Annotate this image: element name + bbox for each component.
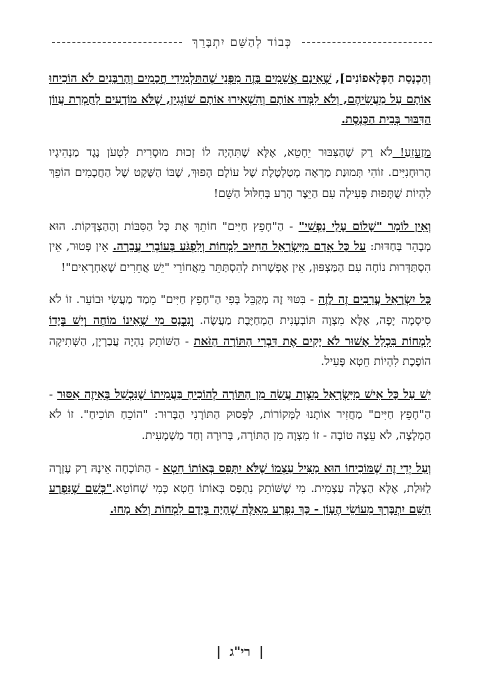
- text-run-bold-underline: עַל כָּל אָדָם מִיִּשְׂרָאֵל הַחִיּוּב לִמְחוֹת וְלִפְגֹּעַ בְּעוֹבְרֵי עֲבֵרָה.: [112, 239, 366, 254]
- text-run: - בִּטּוּי זֶה מְקַבֵּל בְּפִי הַ"חָפֵץ חַיִּים" מֵמַד מַעֲשִׂי וּבוֹעֵר. זוֹ לֹא סִיסְמָה יָפָה, אֶלָּא מִצְוָה תּוֹבְעָנִית הַמְחַיֶּבֶת מַעֲשֶׂה.: [49, 292, 431, 327]
- page-number: רי"ג: [229, 645, 251, 660]
- text-run-bold-underline: יֵשׁ עַל כָּל אִישׁ מִיִּשְׂרָאֵל מִצְוַת עֲשֵׂה מִן הַתּוֹרָה לְהוֹכִיחַ בַּעֲמִיתוֹ שֶׁנִּכְשַׁל בְּאֵיזֶה אִסּוּר: [57, 386, 432, 401]
- text-run: - הַשּׁוֹתֵק נִהְיֶה עֲבַרְיָן, הַשְּׁתִיקָה הוֹפֶכֶת לִהְיוֹת חֵטְא פָּעִיל.: [49, 333, 431, 369]
- text-run: אֵין פְּטוּר, אֵין הִסְתַּדְּרוּת נוֹחָה עִם הַמַּצְפּוּן, אֵין אֶפְשָׁרוּת לְהִסְתַּתֵּר מֵאֲחוֹרֵי "יֵשׁ אֲחֵרִים שֶׁאַחְרָאִים"!: [49, 239, 431, 274]
- header-title: כְּבוֹד לְהַשֵּׁם יִתְבָּרֵךְ: [192, 34, 292, 49]
- header-rule-left: [52, 42, 182, 43]
- text-run: לֹא רַק שֶׁהַצִּבּוּר יֵחָטֵא, אֶלָּא שֶׁתִּהְיֶה לוֹ זְכוּת מוּסָרִית לִטְעֹן נֶגֶד מַנְהִיגָיו הָרוּחָנִיִּים. זוֹהִי תְּמוּנַת מַרְאָה מְטַלְטֶלֶת שֶׁל עוֹלָם הָפוּךְ, שֶׁבּוֹ הַשֶּׁקֶט שֶׁל הַחֲכָמִים הוֹפֵךְ לִהְיוֹת שֻׁתָּפוּת פְּעִילָה עִם הַיֵּצֶר הָרַע בְּחִלּוּל הַשֵּׁם!: [49, 144, 431, 200]
- running-header: [52, 32, 432, 52]
- paragraph: [49, 289, 431, 371]
- paragraph: [49, 68, 431, 130]
- text-run-bold-underline: "כְּשֵׁם שֶׁנִּפְרָע הַשֵּׁם יִתְבָּרַךְ מֵעוֹשֵׂי הֶעָוֹן - כָּךְ נִפְרָע מֵאֵלֶּה שֶׁהָיָה בְּיָדָם לִמְחוֹת וְלֹא מָחוּ.: [49, 481, 431, 516]
- paragraph: [49, 216, 431, 278]
- page-body: [49, 68, 431, 531]
- text-run-bold-underline: וְנִכְנַס מִי שֶׁאֵינוֹ מוֹחֶה וְיֵשׁ בְּיָדוֹ לִמְחוֹת בִּכְלַל אָשׁוּר לֹא יָקִים אֶת דִּבְרֵי הַתּוֹרָה הַזֹּאת: [49, 312, 432, 348]
- text-run-bold-underline: שֶׁאֵינָם אֲשֵׁמִים בָּזֶה מִפְּנֵי שֶׁהַתַּלְמִידֵי חֲכָמִים וְהָרַבָּנִים לֹא הוֹכִיחוּ אוֹתָם עַל מַעֲשֵׂיהֶם, וְלֹא לִמְּדוּ אוֹתָם וְהִשְׁאִירוּ אוֹתָם שׁוֹגְגִין, שֶׁלֹּא מוֹדָעִים לַחֻמְרַת עֲווֹן הַדִּבּוּר בְּבֵית הַכְּנֶסֶת.: [49, 71, 431, 127]
- footer-bar-left: |: [258, 645, 264, 660]
- page-footer: [0, 644, 480, 660]
- text-run-underline: מְזַעְזֵעַ!: [392, 144, 431, 159]
- text-run: - הַ"חָפֵץ חַיִּים" חוֹתֵךְ אֶת כָּל הַסִּבּוֹת וְהַהַצְדָּקוֹת. הוּא מְבָהֵר בְּחַדּוּת:: [49, 218, 431, 254]
- paragraph: [49, 384, 431, 446]
- footer-bar-right: |: [216, 645, 222, 660]
- text-run-bold: וְהַכְנָסַת הַפְּלָאפוֹנִים],: [331, 71, 431, 85]
- paragraph: [49, 142, 431, 204]
- text-run: - הַ"חָפֵץ חַיִּים" מַחֲזִיר אוֹתָנוּ לַמְּקוֹרוֹת, לַפָּסוּק הַתּוֹרָנִי הַבָּרוּר: "הוֹכֵחַ תּוֹכִיחַ". זוֹ לֹא הַמְלָצָה, לֹא עֵצָה טוֹבָה - זוֹ מִצְוָה מִן הַתּוֹרָה, בְּרוּרָה וְחַד מַשְׁמָעִית.: [49, 386, 431, 442]
- text-run: - הַתּוֹכָחָה אֵינָהּ רַק עֶזְרָה לַזּוּלַת, אֶלָּא הַצָּלָה עַצְמִית. מִי שֶׁשּׁוֹתֵק נִתְפַּס בְּאוֹתוֹ חֵטְא כְּמִי שֶׁחוֹטֵא.: [49, 460, 431, 496]
- header-rule-right: [302, 42, 432, 43]
- text-run-bold-underline: וְעַל יְדֵי זֶה שֶׁמּוֹכִיחוֹ הוּא מַצִּיל עַצְמוֹ שֶׁלֹּא יִתָּפֵס בְּאוֹתוֹ חֵטְא: [162, 460, 431, 475]
- paragraph: [49, 458, 431, 520]
- text-run-bold-underline: כָּל יִשְׂרָאֵל עֲרֵבִים זֶה לָזֶה: [318, 292, 432, 307]
- text-run-bold-underline: וְאֵין לוֹמַר "שָׁלוֹם עָלַי נַפְשִׁי": [298, 218, 431, 233]
